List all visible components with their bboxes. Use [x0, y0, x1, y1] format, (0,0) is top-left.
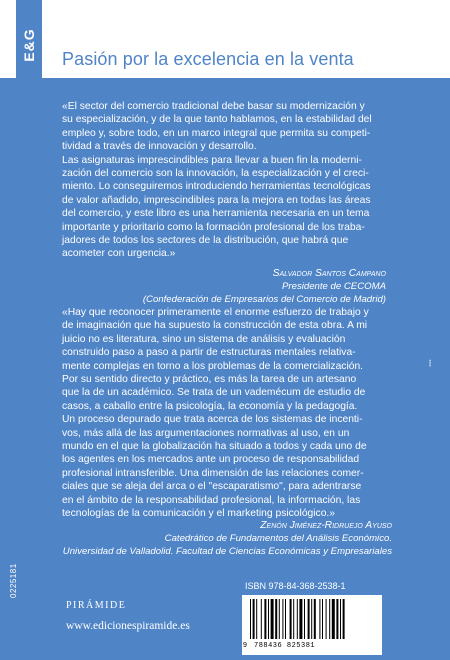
barcode-bar — [290, 599, 292, 639]
quote-line: vos, más allá de las argumentaciones normativas al uso, en un — [62, 427, 350, 439]
quote-line: los agentes en los mercados ante un proceso de responsabilidad — [62, 454, 360, 466]
signature-org: (Confederación de Empresarios del Comercio de Madrid) — [142, 294, 386, 305]
signature-university — [63, 519, 392, 558]
barcode-bar — [297, 599, 298, 639]
barcode-bars — [250, 599, 374, 641]
signature-cecoma — [143, 267, 386, 306]
barcode-bar — [279, 599, 280, 639]
barcode-bar — [304, 599, 305, 639]
barcode-bar — [285, 599, 286, 639]
quote-line: ciales que se aleja del arca o el "escaparatismo", para adentrarse — [62, 481, 362, 493]
barcode-bar — [314, 599, 316, 639]
barcode-bar — [322, 599, 323, 639]
barcode — [242, 595, 382, 655]
quote-line: tecnologías de la comunicación y el marketing psicológico.» — [62, 508, 336, 520]
quote-line: miento. Lo conseguiremos introduciendo herramientas tecnológicas — [62, 181, 371, 193]
isbn-label: ISBN 978-84-368-2538-1 — [245, 581, 346, 591]
quote-line: de valor añadido, imprescindibles para la mejora en todas las áreas — [62, 194, 371, 206]
quote-line: profesional intransferible. Una dimensión de las relaciones comer- — [62, 467, 364, 479]
barcode-bar — [253, 599, 255, 639]
quote-line: Las asignaturas imprescindibles para llevar a buen fin la moderni- — [62, 154, 362, 166]
quote-line: del comercio, y este libro es una herramienta necesaria en un tema — [62, 208, 370, 220]
quote-line: de imaginación que ha supuesto la construcción de esta obra. A mi — [62, 320, 368, 332]
quote-line: tividad a través de innovación y desarrollo. — [62, 141, 257, 153]
publisher-logo: PIRÁMIDE — [66, 600, 127, 611]
quote-line: «Hay que reconocer primeramente el enorme esfuerzo de trabajo y — [62, 307, 369, 318]
quote-line: Un proceso depurado que trata acerca de los sistemas de incenti- — [62, 414, 363, 426]
barcode-bar — [282, 599, 283, 639]
barcode-bar — [308, 599, 310, 639]
quote-line: jadores de todos los sectores de la distribución, que habrá que — [62, 235, 349, 247]
barcode-bar — [271, 599, 274, 639]
signature-role: Presidente de CECOMA — [282, 281, 386, 292]
quote-line: importante y prioritario como la formación profesional de los traba- — [62, 221, 365, 233]
barcode-bar — [311, 599, 312, 639]
quote-line: juicio no es literatura, sino un sistema de análisis y evaluación — [62, 333, 346, 345]
barcode-bar — [250, 599, 251, 639]
signature-name: Salvador Santos Campano — [272, 268, 386, 279]
barcode-bar — [275, 599, 277, 639]
barcode-bar — [326, 599, 327, 639]
barcode-bar — [336, 599, 338, 639]
signature-role: Catedrático de Fundamentos del Análisis Económico. — [164, 533, 392, 544]
quote-line: su especialización, y de la que tanto hablamos, en la estabilidad del — [62, 114, 372, 126]
publisher-website: www.edicionespiramide.es — [66, 620, 190, 632]
barcode-bar — [268, 599, 269, 639]
eg-logo-text: E&G — [21, 28, 37, 62]
signature-name: Zenón Jiménez-Ridruejo Ayuso — [260, 520, 392, 531]
quote-cecoma — [62, 100, 372, 261]
quote-line: Por su sentido directo y práctico, es más la tarea de un artesano — [62, 374, 357, 386]
barcode-bar — [264, 599, 266, 639]
barcode-bar — [293, 599, 294, 639]
quote-line: que la de un académico. Se trata de un vademécum de estudio de — [62, 387, 366, 399]
barcode-bar — [319, 599, 320, 639]
product-code: 0225181 — [9, 563, 18, 598]
quote-university — [62, 306, 369, 521]
quote-line: zación del comercio son la innovación, la especialización y el creci- — [62, 168, 369, 180]
barcode-bar — [332, 599, 335, 639]
quote-line: en el ámbito de la responsabilidad profesional, la información, las — [62, 494, 361, 506]
barcode-bar — [256, 599, 257, 639]
quote-line: casos, a caballo entre la psicología, la economía y la pedagogía. — [62, 400, 358, 412]
signature-org: Universidad de Valladolid. Facultad de Ciencias Económicas y Empresariales — [62, 546, 392, 557]
barcode-bar — [261, 599, 262, 639]
quote-line: «El sector del comercio tradicional debe basar su modernización y — [62, 101, 365, 112]
barcode-bar — [343, 599, 345, 639]
barcode-bar — [340, 599, 341, 639]
barcode-first-digit: 9 — [243, 642, 247, 649]
edge-mark: ▪▪▪▪ — [426, 359, 433, 367]
series-title: Pasión por la excelencia en la venta — [62, 49, 354, 69]
eg-logo — [16, 0, 42, 78]
barcode-bar — [299, 599, 302, 639]
quote-line: mente complejas en torno a los problemas de la comercialización. — [62, 360, 364, 372]
quote-line: mundo en el que la globalización ha situado a todos y cada uno de — [62, 441, 367, 453]
quote-line: construido paso a paso a partir de estructuras mentales relativa- — [62, 347, 356, 359]
barcode-digits: 788436 825381 — [254, 642, 316, 650]
header-band — [0, 0, 450, 78]
barcode-bar — [329, 599, 330, 639]
quote-line: empleo y, sobre todo, en un marco integral que permita su competi- — [62, 127, 371, 139]
quote-line: acometer con urgencia.» — [62, 248, 176, 260]
